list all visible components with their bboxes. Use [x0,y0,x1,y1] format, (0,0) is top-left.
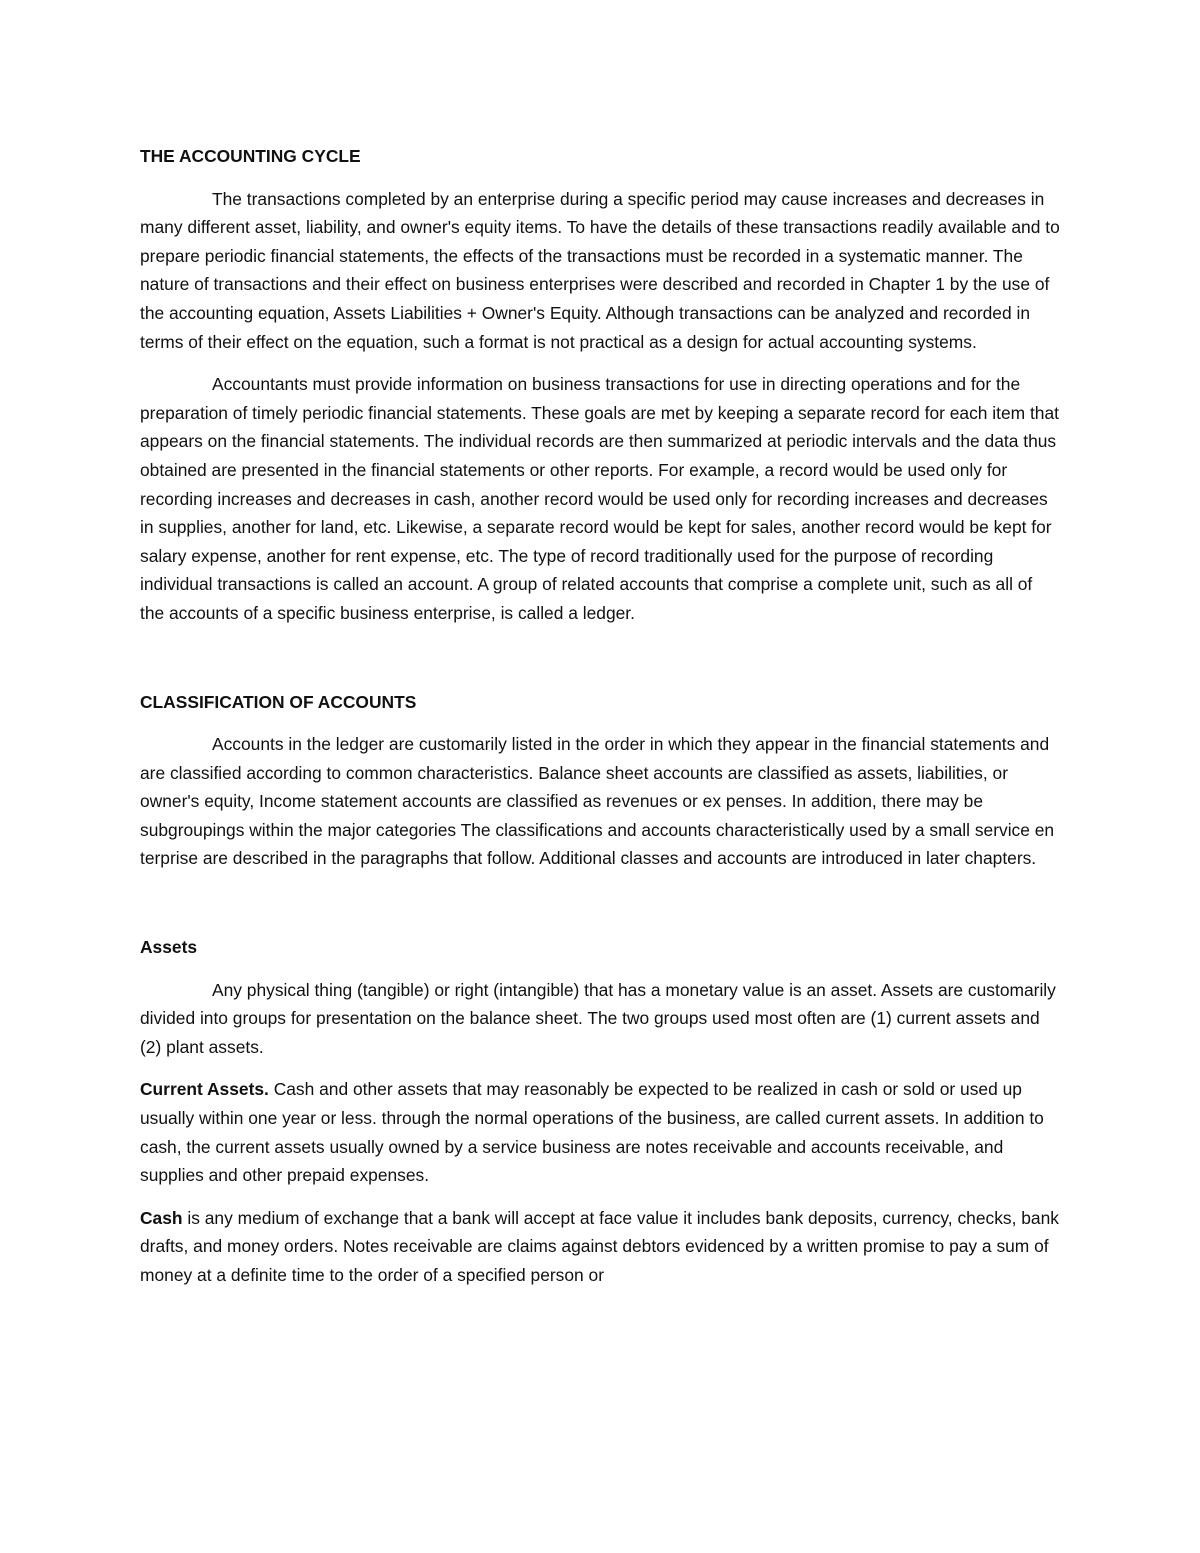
text-cash: is any medium of exchange that a bank will accept at face value it includes bank deposits, currency, checks, bank drafts, and money orders. Notes receivable are claims against debtors evidenced by a written promise to pay a sum of money at a definite time to the order of a specified person or [140,1207,1059,1285]
paragraph-cycle-2: Accountants must provide information on business transactions for use in directing operations and for the preparation of timely periodic financial statements. These goals are met by keeping a separate record for each item that appears on the financial statements. The individual records are then summarized at periodic intervals and the data thus obtained are presented in the financial statements or other reports. For example, a record would be used only for recording increases and decreases in cash, another record would be used only for recording increases and decreases in supplies, another for land, etc. Likewise, a separate record would be kept for sales, another record would be kept for salary expense, another for rent expense, etc. The type of record traditionally used for the purpose of recording individual transactions is called an account. A group of related accounts that comprise a complete unit, such as all of the accounts of a specific business enterprise, is called a ledger. [140,374,1059,623]
term-cash: Cash [140,1207,183,1228]
heading-classification-of-accounts: CLASSIFICATION OF ACCOUNTS [140,691,417,712]
heading-assets: Assets [140,937,198,958]
heading-accounting-cycle: THE ACCOUNTING CYCLE [140,146,361,166]
text-current-assets: Cash and other assets that may reasonably be expected to be realized in cash or sold or used up usually within one year or less. through the normal operations of the business, are called current assets. In addition to cash, the current assets usually owned by a service business are notes receivable and accounts receivable, and supplies and other prepaid expenses. [140,1079,1044,1186]
paragraph-cycle-1: The transactions completed by an enterprise during a specific period may cause increases and decreases in many different asset, liability, and owner's equity items. To have the details of these transactions readily available and to prepare periodic financial statements, the effects of the transactions must be recorded in a systematic manner. The nature of transactions and their effect on business enterprises were described and recorded in Chapter 1 by the use of the accounting equation, Assets Liabilities + Owner's Equity. Although transactions can be analyzed and recorded in terms of their effect on the equation, such a format is not practical as a design for actual accounting systems. [140,188,1060,352]
paragraph-current-assets [140,1075,1060,1189]
paragraph-assets-1: Any physical thing (tangible) or right (intangible) that has a monetary value is an asset. Assets are customarily divided into groups for presentation on the balance sheet. The two groups used most often are (1) current assets and (2) plant assets. [140,979,1056,1057]
document-page [140,142,1060,1290]
paragraph-cash [140,1204,1060,1290]
paragraph-classification-1: Accounts in the ledger are customarily listed in the order in which they appear in the financial statements and are classified according to common characteristics. Balance sheet accounts are classified as assets, liabilities, or owner's equity, Income statement accounts are classified as revenues or ex penses. In addition, there may be subgroupings within the major categories The classifications and accounts characteristically used by a small service en terprise are described in the paragraphs that follow. Additional classes and accounts are introduced in later chapters. [140,734,1055,869]
term-current-assets: Current Assets. [140,1079,269,1100]
